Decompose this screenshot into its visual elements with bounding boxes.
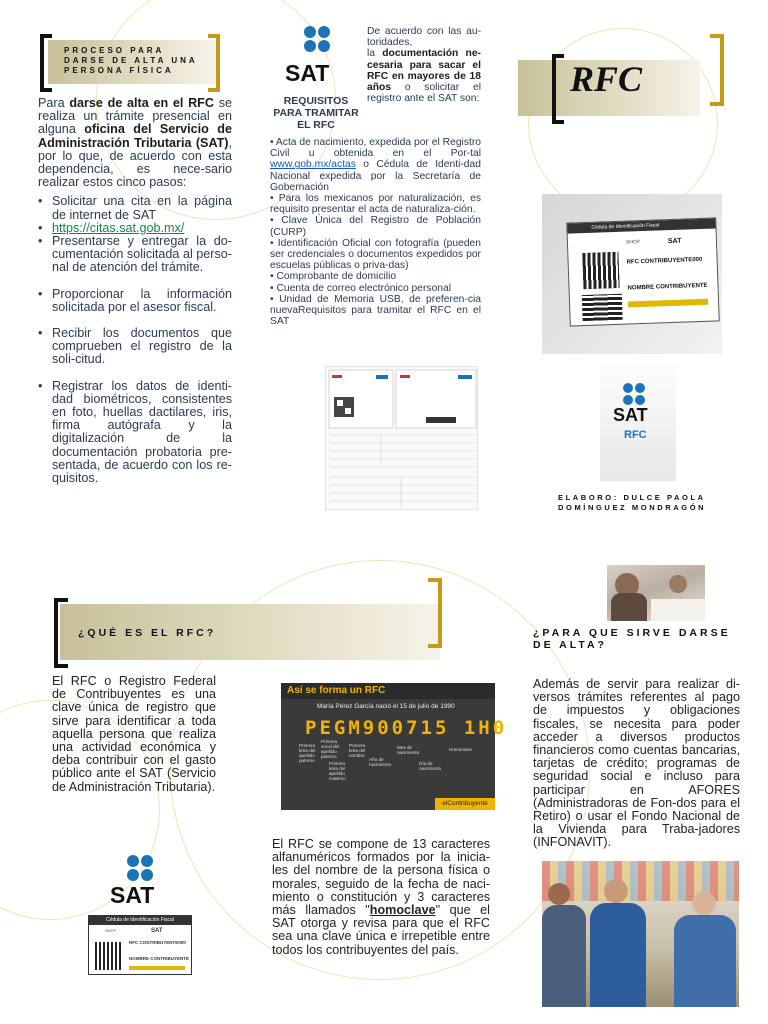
list-item: • Recibir los documentos que comprueben el registro de la soli-citud. xyxy=(38,327,232,367)
list-item: • Registrar los datos de identi-dad biométricos, consistentes en foto, huellas dactilares, iris, firma autógrafa y la digitalización de la documentación probatoria pre-sentada, de acuerdo con los re-quisitos. xyxy=(38,380,232,486)
list-item: • Cuenta de correo electrónico personal xyxy=(270,282,452,294)
sat-rfc-logo-image xyxy=(600,365,676,481)
sat-logo-text: SAT xyxy=(110,882,155,908)
author-credit: ELABORO: DULCE PAOLA DOMÍNGUEZ MONDRAGÓN xyxy=(558,493,707,512)
bracket-left xyxy=(552,54,564,124)
intro-paragraph: Para darse de alta en el RFC se realiza un trámite presencial en alguna oficina del Servicio de Administración Tributaria (SAT), por lo que, de acuerdo con esta dependencia, es nece-sario realizar estos cinco pasos: xyxy=(38,96,232,190)
graphic-code: PEGM900715 1H0 xyxy=(305,717,508,739)
cedula-card-image: Cédula de Identificación Fiscal SHCP SAT RFC CONTRIBUYENTE000 NOMBRE CONTRIBUYENTE xyxy=(88,915,192,975)
requirements-intro: De acuerdo con las au-toridades, la documentación ne-cesaria para sacar el RFC en mayores de 18 años o solicitar el registro ante el SAT son: xyxy=(367,26,481,105)
bracket-left xyxy=(40,34,52,92)
bracket-left xyxy=(54,598,68,668)
steps-list xyxy=(38,195,232,485)
store-photo xyxy=(542,861,739,1007)
sat-logo-icon xyxy=(302,26,332,58)
rfc-title: RFC xyxy=(570,59,643,99)
actas-link[interactable]: www.gob.mx/actas xyxy=(270,159,356,171)
why-register-heading: ¿PARA QUE SIRVE DARSE DE ALTA? xyxy=(533,627,731,651)
list-item: • Comprobante de domicilio xyxy=(270,271,397,283)
office-photo xyxy=(607,565,705,621)
list-item: • Unidad de Memoria USB, de preferen-cia nuevaRequisitos para tramitar el RFC en el SAT xyxy=(270,293,481,328)
sat-logo-text: SAT xyxy=(613,405,648,425)
why-register-text: Además de servir para realizar di-versos trámites referentes al pago de impuestos y obligaciones fiscales, se necesita para poder acceder a diversos productos financieros como cuentas bancarias, tarjetas de crédito; programas de seguridad social e incluso para participar en AFORES (Administradoras de Fon-dos para el Retiro) o usar el Fondo Nacional de la Vivienda para Traba-jadores (INFONAVIT). xyxy=(533,677,740,850)
registration-form-image xyxy=(325,366,478,510)
graphic-name: María Pérez García nació el 15 de julio de 1990 xyxy=(317,703,455,710)
rfc-composition-graphic xyxy=(281,683,508,810)
left-body xyxy=(38,97,232,485)
rfc-logo-subtitle: RFC xyxy=(624,429,647,441)
list-item: • Solicitar una cita en la página de internet de SAT xyxy=(38,195,232,221)
rfc-composition-text: El RFC se compone de 13 caracteres alfanuméricos formados por la inicia-les del nombre de la persona física o morales, seguido de la fecha de naci-miento o constitución y 3 caracteres más llamados "homoclave" que el SAT otorga y revisa para que el RFC sea una clave única e irrepetible entre todos los contribuyentes del país. xyxy=(272,837,490,957)
list-item: • Presentarse y entregar la do-cumentación solicitada al perso-nal de atención del trámite. xyxy=(38,235,232,275)
section-heading: PROCESO PARA DARSE DE ALTA UNA PERSONA FÍSICA xyxy=(64,46,198,75)
list-item: • Clave Única del Registro de Población (CURP) xyxy=(270,215,481,238)
list-item: • Para los mexicanos por naturalización, es requisito presentar el acta de naturaliza-ción. xyxy=(270,193,481,216)
list-item: • Acta de nacimiento, expedida por el Registro Civil u obtenida en el Por-tal www.gob.mx/actas o Cédula de Identi-dad Nacional expedida por la Secretaría de Gobernación xyxy=(270,137,481,193)
requirements-list xyxy=(270,137,481,327)
requirements-title: REQUISITOS PARA TRAMITAR EL RFC xyxy=(273,95,359,131)
sat-logo-text: SAT xyxy=(285,60,330,86)
graphic-labels: Primera letra del apellido paterno Primera vocal del apellido paterno Primera letra del apellido materno Primera letra del nombre Año de nacimiento Mes de nacimiento Día de nacimiento Homoclave xyxy=(299,739,472,781)
cedula-fiscal-image: Cédula de Identificación Fiscal SHCP SAT RFC CONTRIBUYENTE000 NOMBRE CONTRIBUYENTE xyxy=(542,194,722,354)
graphic-source: elContribuyente xyxy=(435,798,495,810)
citas-link[interactable]: https://citas.sat.gob.mx/ xyxy=(52,220,185,235)
what-is-rfc-heading: ¿QUÉ ES EL RFC? xyxy=(78,627,217,639)
bracket-right xyxy=(428,578,442,648)
list-item: • Identificación Oficial con fotografía (pueden ser credenciales o documentos expedidos por escuelas públicas o priva-das) xyxy=(270,237,481,272)
what-is-rfc-text: El RFC o Registro Federal de Contribuyentes es una clave única de registro que sirve para identificar a toda aquella persona que realiza una actividad económica y deba contribuir con el gasto público ante el SAT (Servicio de Administración Tributaria). xyxy=(52,674,216,794)
list-item: • Proporcionar la información solicitada por el asesor fiscal. xyxy=(38,288,232,314)
graphic-title: Así se forma un RFC xyxy=(287,685,386,696)
bracket-right xyxy=(710,34,724,106)
